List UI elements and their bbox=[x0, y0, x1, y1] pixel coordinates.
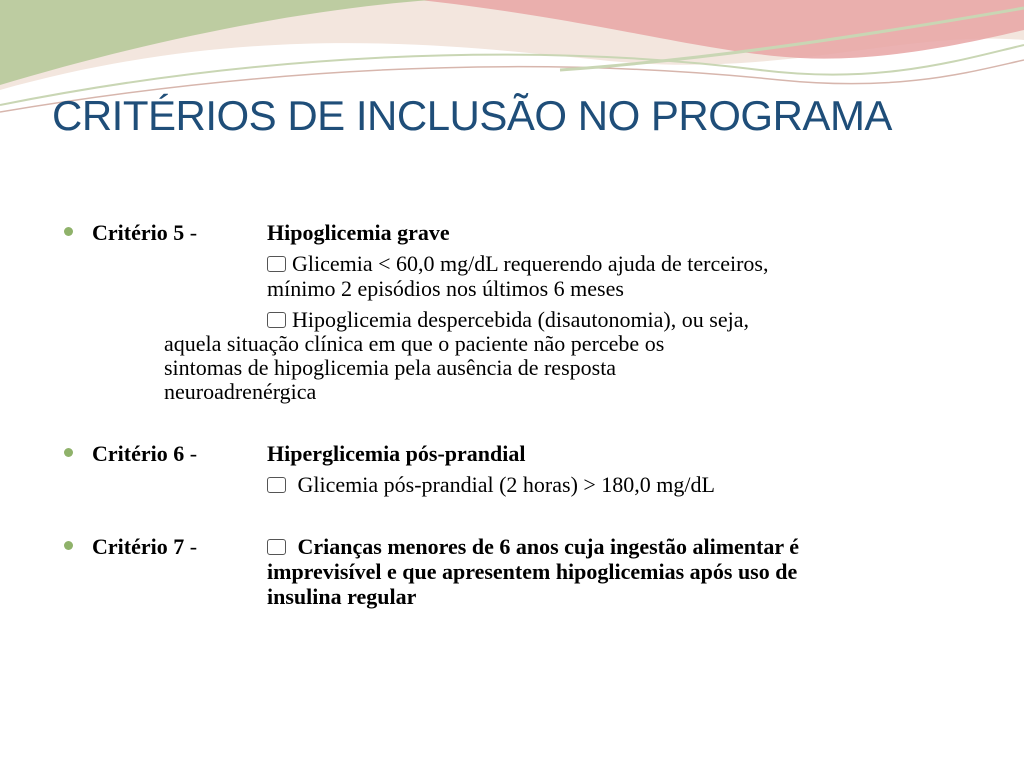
bullet-icon bbox=[64, 448, 73, 457]
criterion-line: Glicemia < 60,0 mg/dL requerendo ajuda de terceiros, bbox=[267, 251, 768, 276]
slide-title: CRITÉRIOS DE INCLUSÃO NO PROGRAMA bbox=[52, 92, 892, 139]
criterion-line: sintomas de hipoglicemia pela ausência de resposta bbox=[164, 355, 617, 380]
criterion-line: Glicemia pós-prandial (2 horas) > 180,0 mg/dL bbox=[267, 472, 715, 497]
criterion-line: imprevisível e que apresentem hipoglicemias após uso de bbox=[267, 559, 798, 584]
criterion-line: Hipoglicemia despercebida (disautonomia), ou seja, bbox=[267, 307, 749, 332]
checkbox-icon bbox=[267, 312, 286, 328]
checkbox-icon bbox=[267, 539, 286, 555]
criterion-heading: Hipoglicemia grave bbox=[267, 220, 450, 245]
criterion-label: Critério 5 - bbox=[92, 220, 198, 245]
criterion-heading: Hiperglicemia pós-prandial bbox=[267, 441, 526, 466]
criterion-label: Critério 7 - bbox=[92, 534, 198, 559]
criterion-line: neuroadrenérgica bbox=[164, 379, 317, 404]
bullet-icon bbox=[64, 541, 73, 550]
checkbox-icon bbox=[267, 256, 286, 272]
criterion-line: mínimo 2 episódios nos últimos 6 meses bbox=[267, 276, 624, 301]
criterion-line: aquela situação clínica em que o paciente não percebe os bbox=[164, 331, 665, 356]
criterion-label: Critério 6 - bbox=[92, 441, 198, 466]
criterion-line: insulina regular bbox=[267, 584, 417, 609]
bullet-icon bbox=[64, 227, 73, 236]
criterion-line: Crianças menores de 6 anos cuja ingestão alimentar é bbox=[267, 534, 799, 559]
checkbox-icon bbox=[267, 477, 286, 493]
